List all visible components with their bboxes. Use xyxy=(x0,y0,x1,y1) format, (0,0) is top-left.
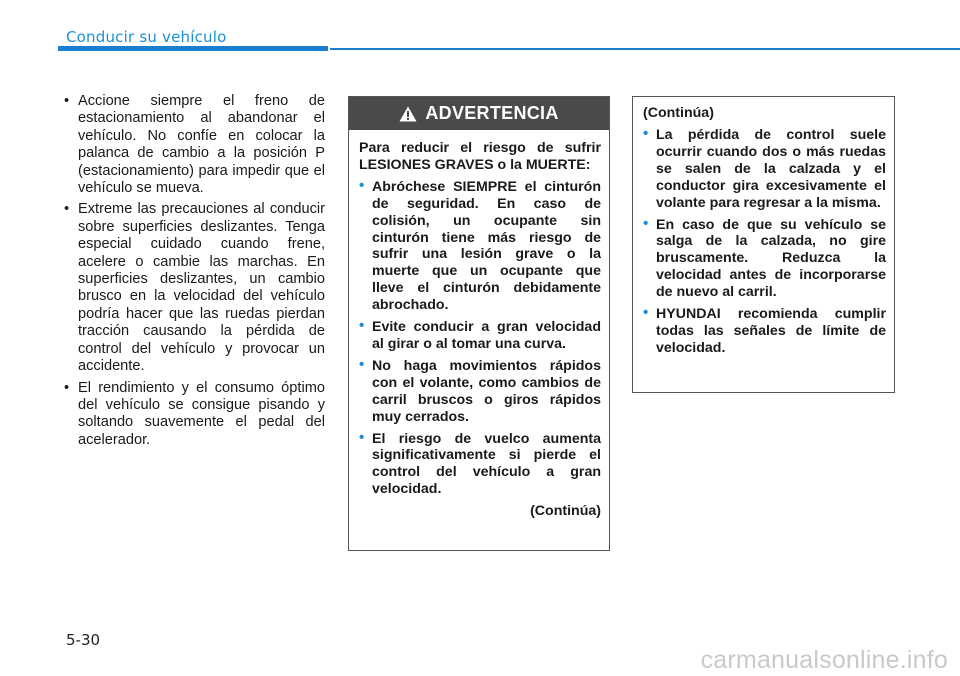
header-rule-thin xyxy=(330,48,960,50)
bullet-dot-icon: • xyxy=(64,379,70,396)
warning-intro: Para reducir el riesgo de sufrir LESIONES GRAVES o la MUERTE: xyxy=(359,140,601,173)
list-item xyxy=(359,319,601,353)
page-number: 5-30 xyxy=(66,631,101,649)
list-item xyxy=(62,201,325,375)
list-item-text: Evite conducir a gran velocidad al girar o al tomar una curva. xyxy=(372,319,601,352)
list-item-text: Abróchese SIEMPRE el cinturón de seguridad. En caso de colisión, un ocupante sin cinturón tiene más riesgo de sufrir una lesión grave o la muerte que un ocupante que lleve el cinturón debidamente abrochado. xyxy=(372,178,601,314)
list-item-text: Accione siempre el freno de estacionamiento al abandonar el vehículo. No confíe en colocar la palanca de cambio a la posición P (estacionamiento) para impedir que el vehículo se mueva. xyxy=(78,93,325,197)
bullet-dot-icon: • xyxy=(643,304,649,322)
bullet-dot-icon: • xyxy=(643,125,649,142)
bullet-dot-icon: • xyxy=(359,176,365,194)
list-item-text: Extreme las precauciones al conducir sobre superficies deslizantes. Tenga especial cuidado cuando frene, acelere o cambie las marchas. En superficies deslizantes, un cambio brusco en la velocidad del vehículo podría hacer que las ruedas pierdan tracción causando la pérdida de control del vehículo y provocar un accidente. xyxy=(78,201,325,375)
list-item-text: HYUNDAI recomienda cumplir todas las señales de límite de velocidad. xyxy=(656,306,886,356)
bullet-dot-icon: • xyxy=(359,355,365,373)
watermark: carmanualsonline.info xyxy=(700,646,948,674)
warning-box xyxy=(348,96,610,551)
warning-triangle-icon xyxy=(399,106,417,122)
bullet-list xyxy=(62,93,325,449)
bullet-dot-icon: • xyxy=(64,201,70,218)
list-item xyxy=(359,176,601,314)
bullet-dot-icon: • xyxy=(359,317,365,335)
list-item xyxy=(62,93,325,197)
list-item-text: El rendimiento y el consumo óptimo del vehículo se consigue pisando y soltando suavemente el pedal del acelerador. xyxy=(78,379,325,448)
warning-header xyxy=(349,97,609,130)
warning-list xyxy=(359,176,601,498)
list-item xyxy=(643,306,886,357)
list-item-text: En caso de que su vehículo se salga de la calzada, no gire bruscamente. Reduzca la velocidad antes de incorporarse de nuevo al carril. xyxy=(656,216,886,301)
list-item xyxy=(359,355,601,426)
list-item-text: La pérdida de control suele ocurrir cuando dos o más ruedas se salen de la calzada y el conductor gira excesivamente el volante para regresar a la misma. xyxy=(656,127,886,211)
warning-body xyxy=(349,130,609,519)
list-item xyxy=(62,380,325,450)
list-item-text: No haga movimientos rápidos con el volante, como cambios de carril bruscos o giros rápidos muy cerrados. xyxy=(372,357,601,425)
list-item xyxy=(643,214,886,302)
continued-box xyxy=(632,96,895,393)
continued-label: (Continúa) xyxy=(530,503,601,520)
section-title: Conducir su vehículo xyxy=(66,28,227,46)
warning-title: ADVERTENCIA xyxy=(425,103,559,123)
list-item xyxy=(643,127,886,212)
header-rule-thick xyxy=(58,46,328,51)
list-item-text: El riesgo de vuelco aumenta significativamente si pierde el control del vehículo a gran velocidad. xyxy=(372,430,601,498)
bullet-dot-icon: • xyxy=(643,214,649,232)
bullet-dot-icon: • xyxy=(64,93,70,109)
list-item xyxy=(359,428,601,499)
continued-heading: (Continúa) xyxy=(643,105,714,121)
bullet-dot-icon: • xyxy=(359,428,365,446)
body-column xyxy=(62,93,325,453)
continued-list xyxy=(643,127,886,357)
